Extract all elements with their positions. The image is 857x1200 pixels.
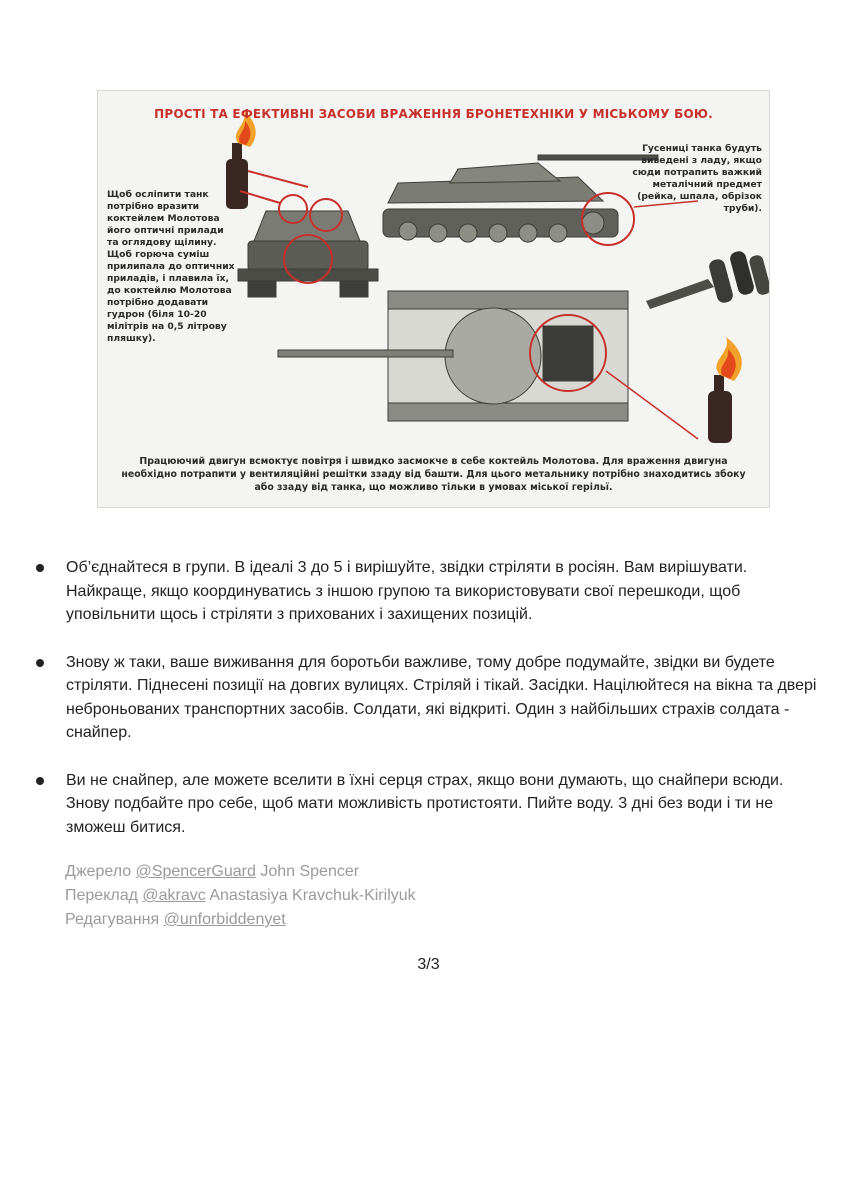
- advice-list: [36, 556, 826, 863]
- editing-handle-link[interactable]: @unforbiddenyet: [163, 911, 286, 928]
- tank-infographic: [97, 90, 770, 508]
- source-label: Джерело: [65, 863, 132, 880]
- tank-side-view: [383, 155, 658, 242]
- list-item: [36, 651, 826, 745]
- page-number: 3/3: [417, 956, 440, 973]
- translation-credit: [65, 884, 416, 908]
- figure-title: ПРОСТІ ТА ЕФЕКТИВНІ ЗАСОБИ ВРАЖЕННЯ БРОНЕТЕХНІКИ У МІСЬКОМУ БОЮ.: [154, 107, 713, 121]
- bullet-dot-icon: [36, 659, 44, 667]
- tracks-caption: Гусениці танка будуть виведені з ладу, якщо сюди потрапить важкий металічний предмет (рейка, шпала, обрізок труби).: [632, 143, 762, 214]
- tank-front-view: [238, 211, 378, 297]
- list-item-text: Об’єднайтеся в групи. В ідеалі 3 до 5 і вирішуйте, звідки стріляти в росіян. Вам вирішувати. Найкраще, якщо координуватись з іншою групою та використовувати свої перешкоди, щоб уповільнити щось і стріляти з прихованих і захищених позицій.: [66, 559, 748, 623]
- editing-label: Редагування: [65, 911, 160, 928]
- credits-block: [65, 860, 416, 932]
- optics-caption: Щоб осліпити танк потрібно вразити коктейлем Молотова його оптичні прилади та оглядову щілину. Щоб горюча суміш прилипала до оптичних приладів, і плавила їх, до коктейлю Молотова потрібно додавати гудрон (біля 10-20 мілітрів на 0,5 літрову пляшку).: [107, 189, 235, 344]
- bullet-dot-icon: [36, 777, 44, 785]
- tank-top-view: [278, 291, 628, 421]
- translation-name: Anastasiya Kravchuk-Kirilyuk: [209, 887, 416, 904]
- molotov-bottle-icon: [708, 337, 742, 443]
- list-item: [36, 556, 826, 627]
- editing-credit: [65, 908, 416, 932]
- rail-and-pipes-icon: [646, 250, 770, 309]
- translation-handle-link[interactable]: @akravc: [142, 887, 206, 904]
- list-item-text: Ви не снайпер, але можете вселити в їхні серця страх, якщо вони думають, що снайпери всюди. Знову подбайте про себе, щоб мати можливість протистояти. Пийте воду. 3 дні без води і ти не зможеш битися.: [66, 771, 784, 836]
- source-credit: [65, 860, 416, 884]
- list-item-text: Знову ж таки, ваше виживання для боротьби важливе, тому добре подумайте, звідки ви будете стріляти. Піднесені позиції на довгих вулицях. Стріляй і тікай. Засідки. Націлюйтеся на вікна та двері неброньованих транспортних засобів. Солдати, які відкриті. Один з найбільших страхів солдата - снайпер.: [66, 653, 817, 741]
- engine-caption: Працюючий двигун всмоктує повітря і швидко засмокче в себе коктейль Молотова. Для враження двигуна необхідно потрапити у вентиляційні решітки ззаду від башти. Для цього метальнику потрібно знаходитись збоку або ззаду від танка, що можливо тільки в умовах міської герільї.: [121, 456, 746, 493]
- source-name: John Spencer: [260, 863, 360, 880]
- list-item: [36, 769, 826, 840]
- source-handle-link[interactable]: @SpencerGuard: [135, 863, 256, 880]
- bullet-dot-icon: [36, 564, 44, 572]
- translation-label: Переклад: [65, 887, 138, 904]
